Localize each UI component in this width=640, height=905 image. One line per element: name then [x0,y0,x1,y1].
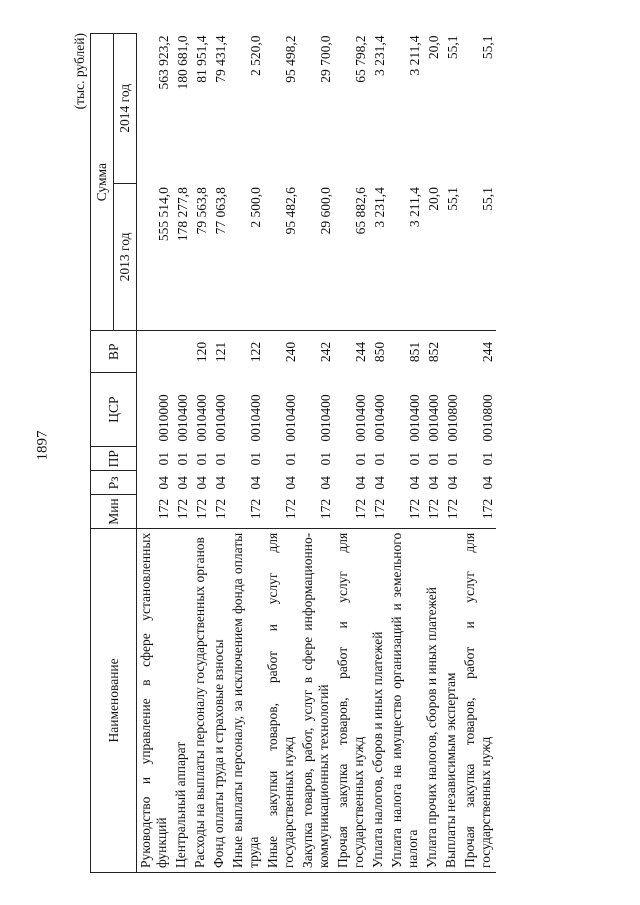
table-row [442,34,461,873]
cell-pr: 01 [283,451,298,466]
cell-name: Центральный аппарат [172,528,191,872]
cell-rz: 04 [480,476,495,490]
cell-y2014: 65 798,2 [353,35,368,83]
cell-vr [137,331,173,373]
cell-y2014: 29 700,0 [318,35,333,83]
cell-y2014: 79 431,4 [213,35,228,83]
cell-y2013: 20,0 [423,183,442,331]
cell-min: 172 [283,498,298,520]
cell-pr: 01 [213,451,228,466]
table-row [229,34,264,873]
cell-pr: 01 [407,451,422,466]
cell-pr: 01 [372,451,387,466]
cell-vr [442,331,461,373]
cell-name: Расходы на выплаты персоналу государственных органов [191,528,210,872]
cell-rz: 04 [426,476,441,490]
cell-y2014: 3 211,4 [407,35,422,76]
cell-y2013: 55,1 [442,183,461,331]
header-2013: 2013 год [114,183,137,331]
cell-y2013: 55,1 [461,183,496,331]
cell-y2014: 3 231,4 [372,35,387,76]
cell-y2014: 55,1 [480,35,495,60]
cell-min: 172 [318,498,333,520]
cell-csr: 0010800 [480,394,495,442]
cell-min: 172 [248,498,263,520]
cell-name: Выплаты независимым экспертам [442,528,461,872]
cell-y2014: 95 498,2 [283,35,298,83]
table-row [423,34,442,873]
cell-pr: 01 [480,451,495,466]
cell-name: Прочая закупка товаров, работ и услуг для государственных нужд [334,528,369,872]
table-row [461,34,496,873]
cell-csr: 0010400 [318,394,333,442]
cell-vr: 850 [372,341,387,363]
cell-y2013: 3 211,4 [388,183,423,331]
cell-name: Иные выплаты персоналу, за исключением фонда оплаты труда [229,528,264,872]
cell-min: 172 [353,498,368,520]
cell-rz: 04 [445,476,460,490]
cell-name: Руководство и управление в сфере установленных функций [137,528,173,872]
budget-table-sheet [72,33,592,873]
cell-pr: 01 [175,451,190,466]
header-vr: ВР [91,331,137,373]
cell-y2014: 2 520,0 [248,35,263,76]
cell-y2013: 178 277,8 [172,183,191,331]
cell-name: Прочая закупка товаров, работ и услуг для государственных нужд [461,528,496,872]
header-min: Мин [91,495,137,528]
cell-vr: 121 [213,341,228,363]
table-row [369,34,388,873]
cell-vr: 122 [248,341,263,363]
cell-pr: 01 [445,451,460,466]
cell-name: Закупка товаров, работ, услуг в сфере информационно-коммуникационных технологий [299,528,334,872]
cell-pr: 01 [194,451,209,466]
cell-name: Уплата налогов, сборов и иных платежей [369,528,388,872]
table-row [210,34,229,873]
cell-min: 172 [213,498,228,520]
cell-csr: 0010000 [156,394,171,442]
cell-rz: 04 [194,476,209,490]
table-row [388,34,423,873]
cell-vr: 244 [353,341,368,363]
cell-rz: 04 [248,476,263,490]
cell-rz: 04 [213,476,228,490]
cell-csr: 0010400 [194,394,209,442]
header-rz: Рз [91,471,137,495]
cell-min: 172 [407,498,422,520]
cell-pr: 01 [426,451,441,466]
table-row [299,34,334,873]
cell-y2014: 55,1 [445,35,460,60]
cell-csr: 0010400 [248,394,263,442]
cell-name: Иные закупки товаров, работ и услуг для государственных нужд [264,528,299,872]
cell-csr: 0010400 [426,394,441,442]
cell-pr: 01 [248,451,263,466]
table-row [137,34,173,873]
cell-vr: 242 [318,341,333,363]
cell-rz: 04 [175,476,190,490]
header-csr: ЦСР [91,373,137,447]
cell-y2014: 180 681,0 [175,35,190,90]
cell-rz: 04 [372,476,387,490]
cell-name: Фонд оплаты труда и страховые взносы [210,528,229,872]
cell-name: Уплата прочих налогов, сборов и иных платежей [423,528,442,872]
cell-vr: 120 [194,341,209,363]
cell-name: Уплата налога на имущество организаций и земельного налога [388,528,423,872]
cell-min: 172 [372,498,387,520]
cell-pr: 01 [156,451,171,466]
units-label: (тыс. рублей) [72,33,87,110]
cell-rz: 04 [283,476,298,490]
cell-csr: 0010400 [372,394,387,442]
cell-min: 172 [426,498,441,520]
cell-rz: 04 [318,476,333,490]
cell-pr: 01 [318,451,333,466]
cell-rz: 04 [353,476,368,490]
cell-csr: 0010800 [445,394,460,442]
header-pr: ПР [91,447,137,471]
cell-y2013: 65 882,6 [334,183,369,331]
header-2014: 2014 год [114,34,137,184]
table-row [264,34,299,873]
cell-csr: 0010400 [213,394,228,442]
cell-y2014: 20,0 [426,35,441,60]
cell-pr: 01 [353,451,368,466]
table-row [334,34,369,873]
cell-min: 172 [480,498,495,520]
header-name: Наименование [91,528,137,872]
cell-y2013: 555 514,0 [137,183,173,331]
cell-y2013: 77 063,8 [210,183,229,331]
cell-csr: 0010400 [353,394,368,442]
cell-vr: 244 [480,341,495,363]
cell-y2013: 79 563,8 [191,183,210,331]
cell-vr: 852 [426,341,441,363]
cell-y2014: 81 951,4 [194,35,209,83]
cell-min: 172 [175,498,190,520]
table-row [191,34,210,873]
cell-rz: 04 [156,476,171,490]
cell-vr: 240 [283,341,298,363]
page-number: 1897 [34,430,51,461]
cell-vr: 851 [407,341,422,363]
cell-min: 172 [156,498,171,520]
cell-min: 172 [194,498,209,520]
table-row [172,34,191,873]
cell-min: 172 [445,498,460,520]
cell-vr [172,331,191,373]
cell-y2013: 2 500,0 [229,183,264,331]
header-sum: Сумма [91,34,114,331]
cell-y2013: 29 600,0 [299,183,334,331]
cell-rz: 04 [407,476,422,490]
cell-csr: 0010400 [283,394,298,442]
cell-csr: 0010400 [175,394,190,442]
cell-csr: 0010400 [407,394,422,442]
budget-table [90,33,496,873]
cell-y2014: 563 923,2 [156,35,171,90]
cell-y2013: 3 231,4 [369,183,388,331]
cell-y2013: 95 482,6 [264,183,299,331]
